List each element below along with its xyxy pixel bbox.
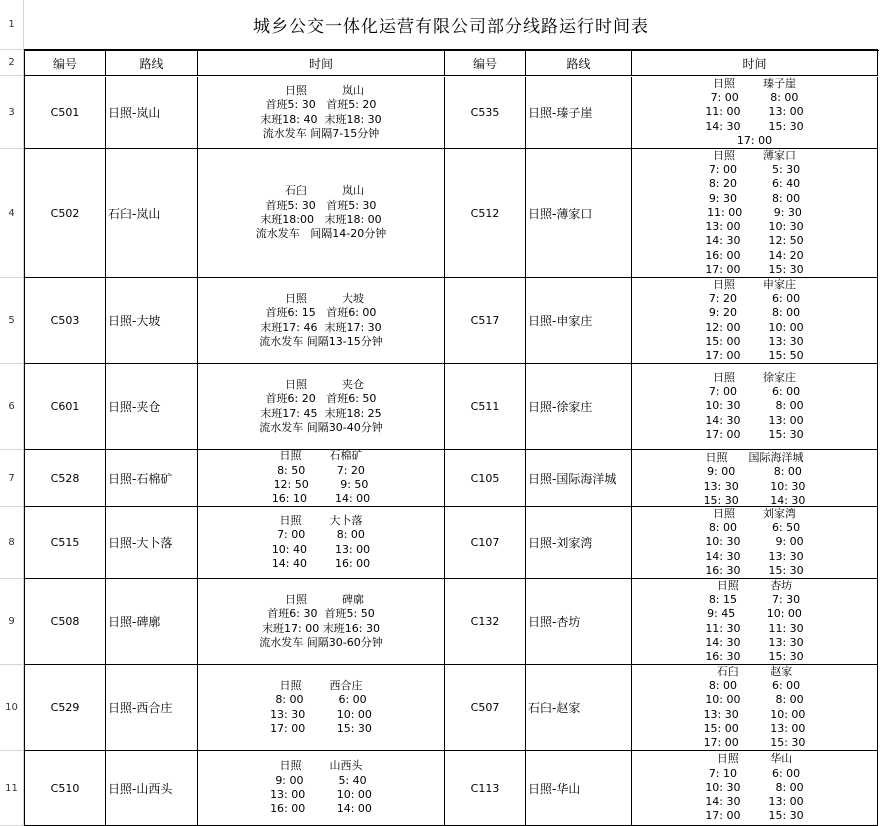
time-line: 流水发车 间隔30-40分钟 [259,420,383,434]
time-line: 日照 申家庄 [713,278,796,291]
route-code-cell[interactable]: C529 [25,665,106,751]
time-line: 石臼 赵家 [716,665,793,678]
time-line: 7: 20 6: 00 [708,291,801,305]
time-line: 17: 00 15: 30 [705,263,804,277]
schedule-cell[interactable] [632,507,878,579]
schedule-cell[interactable] [198,579,445,665]
route-code-cell[interactable]: C517 [445,278,526,364]
row-number[interactable]: 6 [0,364,24,450]
time-line: 9: 00 5: 40 [275,773,367,787]
header-time-right: 时间 [632,51,878,76]
time-line: 7: 00 8: 00 [277,528,365,542]
time-line: 7: 00 5: 30 [708,162,801,176]
time-line: 日照 山西头 [279,759,363,773]
time-line: 16: 30 15: 30 [705,563,804,577]
time-line: 10: 30 8: 00 [705,399,804,413]
time-line: 14: 30 13: 00 [705,413,804,427]
route-name-cell[interactable]: 日照-大坡 [106,278,198,364]
time-line: 10: 00 8: 00 [705,693,804,707]
time-line: 14: 40 16: 00 [271,556,371,570]
time-line: 流水发车 间隔13-15分钟 [259,334,383,348]
route-code-cell[interactable]: C508 [25,579,106,665]
time-line: 14: 30 13: 00 [705,795,804,809]
row-number[interactable]: 5 [0,278,24,364]
time-line: 15: 30 14: 30 [703,493,806,507]
time-line: 日照 瑧子崖 [713,77,796,90]
time-line: 日照 薄家口 [713,149,796,162]
route-name-cell[interactable]: 日照-徐家庄 [526,364,632,450]
time-line: 17: 00 15: 50 [705,349,804,363]
route-name-cell[interactable]: 日照-国际海洋城 [526,450,632,507]
route-code-cell[interactable]: C528 [25,450,106,507]
time-line: 14: 30 12: 50 [705,234,804,248]
route-code-cell[interactable]: C512 [445,149,526,278]
time-line: 10: 30 8: 00 [705,780,804,794]
schedule-cell[interactable] [198,364,445,450]
row-number[interactable]: 2 [0,50,24,76]
route-name-cell[interactable]: 石臼-赵家 [526,665,632,751]
time-line: 石臼 岚山 [278,184,364,198]
route-code-cell[interactable]: C511 [445,364,526,450]
time-line: 15: 00 13: 00 [703,721,806,735]
route-code-cell[interactable]: C107 [445,507,526,579]
time-line: 8: 50 7: 20 [277,463,365,477]
row-number[interactable]: 11 [0,751,24,826]
time-line: 末班17: 00 末班16: 30 [262,621,380,635]
time-line: 13: 30 10: 30 [703,479,806,493]
header-time-left: 时间 [198,51,445,76]
schedule-cell[interactable] [198,665,445,751]
time-line: 8: 15 7: 30 [708,592,801,606]
row-number[interactable]: 3 [0,76,24,149]
schedule-cell[interactable] [198,507,445,579]
route-code-cell[interactable]: C601 [25,364,106,450]
time-line: 11: 00 9: 30 [707,205,802,219]
time-line: 17: 00 15: 30 [270,721,372,735]
time-line: 13: 30 10: 00 [270,707,372,721]
time-line: 17: 00 15: 30 [705,427,804,441]
schedule-cell[interactable] [632,450,878,507]
route-name-cell[interactable]: 日照-杏坊 [526,579,632,665]
route-name-cell[interactable]: 日照-山西头 [106,751,198,826]
row-number[interactable]: 1 [0,0,24,50]
time-line: 14: 30 13: 30 [705,549,804,563]
row-number[interactable]: 10 [0,665,24,751]
route-code-cell[interactable]: C535 [445,77,526,149]
time-line: 11: 30 11: 30 [705,621,804,635]
route-name-cell[interactable]: 日照-石棉矿 [106,450,198,507]
time-line: 日照 国际海洋城 [705,451,804,464]
schedule-cell[interactable] [632,751,878,826]
header-code-right: 编号 [445,51,526,76]
time-line: 17: 00 [736,133,773,147]
time-line: 16: 00 14: 00 [270,802,372,816]
route-code-cell[interactable]: C105 [445,450,526,507]
time-line: 14: 30 13: 30 [705,635,804,649]
route-name-cell[interactable]: 日照-夹仓 [106,364,198,450]
time-line: 9: 30 8: 00 [708,191,801,205]
route-code-cell[interactable]: C507 [445,665,526,751]
row-number[interactable]: 7 [0,450,24,507]
route-code-cell[interactable]: C501 [25,77,106,149]
route-code-cell[interactable]: C515 [25,507,106,579]
time-line: 流水发车 间隔7-15分钟 [262,126,380,140]
time-line: 9: 20 8: 00 [708,306,801,320]
schedule-cell[interactable] [632,278,878,364]
time-line: 16: 10 14: 00 [271,492,371,506]
time-line: 末班18: 40 末班18: 30 [260,112,382,126]
row-number[interactable]: 9 [0,579,24,665]
page-title: 城乡公交一体化运营有限公司部分线路运行时间表 [24,0,878,50]
header-route-right: 路线 [526,51,632,76]
schedule-cell[interactable] [198,751,445,826]
route-code-cell[interactable]: C510 [25,751,106,826]
route-name-cell[interactable]: 日照-西合庄 [106,665,198,751]
time-line: 日照 刘家湾 [713,507,796,520]
header-route-left: 路线 [106,51,198,76]
time-line: 8: 00 6: 00 [275,693,367,707]
time-line: 10: 40 13: 00 [271,542,371,556]
schedule-cell[interactable] [632,665,878,751]
route-code-cell[interactable]: C113 [445,751,526,826]
schedule-cell[interactable] [198,450,445,507]
route-code-cell[interactable]: C503 [25,278,106,364]
row-number[interactable]: 8 [0,507,24,579]
time-line: 8: 20 6: 40 [708,177,801,191]
route-name-cell[interactable]: 日照-华山 [526,751,632,826]
route-name-cell[interactable]: 日照-薄家口 [526,149,632,278]
route-name-cell[interactable]: 日照-刘家湾 [526,507,632,579]
time-line: 13: 30 10: 00 [703,707,806,721]
route-name-cell[interactable]: 日照-大卜落 [106,507,198,579]
schedule-cell[interactable] [198,149,445,278]
route-name-cell[interactable]: 日照-瑧子崖 [526,77,632,149]
time-line: 首班5: 30 首班5: 30 [265,198,377,212]
time-line: 日照 大卜落 [279,513,363,527]
time-line: 日照 西合庄 [279,678,363,692]
route-name-cell[interactable]: 石臼-岚山 [106,149,198,278]
schedule-cell[interactable] [632,77,878,149]
schedule-cell[interactable] [198,278,445,364]
schedule-cell[interactable] [198,77,445,149]
time-line: 日照 杏坊 [716,579,793,592]
time-line: 末班17: 45 末班18: 25 [260,406,382,420]
route-name-cell[interactable]: 日照-申家庄 [526,278,632,364]
time-line: 16: 30 15: 30 [705,650,804,664]
time-line: 10: 30 9: 00 [705,535,804,549]
time-line: 14: 30 15: 30 [705,119,804,133]
time-line: 流水发车 间隔30-60分钟 [259,635,383,649]
time-line: 7: 00 8: 00 [710,91,799,105]
time-line: 日照 大坡 [278,291,364,305]
time-line: 12: 50 9: 50 [273,478,369,491]
time-line: 末班18:00 末班18: 00 [260,213,382,226]
time-line: 13: 00 10: 30 [705,220,804,234]
route-code-cell[interactable]: C132 [445,579,526,665]
time-line: 9: 45 10: 00 [707,607,802,621]
time-line: 日照 石棉矿 [279,450,363,463]
time-line: 9: 00 8: 00 [707,465,802,479]
schedule-cell[interactable] [632,579,878,665]
header-code-left: 编号 [25,51,106,76]
time-line: 7: 00 6: 00 [708,385,801,399]
schedule-cell[interactable] [632,149,878,278]
time-line: 流水发车 间隔14-20分钟 [255,227,387,241]
time-line: 17: 00 15: 30 [703,736,806,750]
schedule-cell[interactable] [632,364,878,450]
time-line: 首班6: 30 首班5: 50 [267,607,375,621]
route-code-cell[interactable]: C502 [25,149,106,278]
time-line: 7: 10 6: 00 [708,766,801,780]
time-line: 末班17: 46 末班17: 30 [260,320,382,334]
row-number[interactable]: 4 [0,149,24,278]
time-line: 日照 碑廓 [278,592,364,606]
route-name-cell[interactable]: 日照-碑廓 [106,579,198,665]
time-line: 8: 00 6: 50 [708,521,801,535]
time-line: 日照 华山 [716,752,793,766]
time-line: 8: 00 6: 00 [708,678,801,692]
time-line: 首班5: 30 首班5: 20 [265,98,377,112]
route-name-cell[interactable]: 日照-岚山 [106,77,198,149]
time-line: 日照 徐家庄 [713,370,796,384]
time-line: 12: 00 10: 00 [705,320,804,334]
time-line: 11: 00 13: 00 [705,105,804,119]
time-line: 首班6: 20 首班6: 50 [265,392,377,406]
time-line: 首班6: 15 首班6: 00 [265,306,377,320]
time-line: 13: 00 10: 00 [270,788,372,801]
time-line: 15: 00 13: 30 [705,334,804,348]
time-line: 16: 00 14: 20 [705,248,804,262]
time-line: 日照 岚山 [278,83,364,97]
time-line: 17: 00 15: 30 [705,809,804,823]
time-line: 日照 夹仓 [278,377,364,391]
